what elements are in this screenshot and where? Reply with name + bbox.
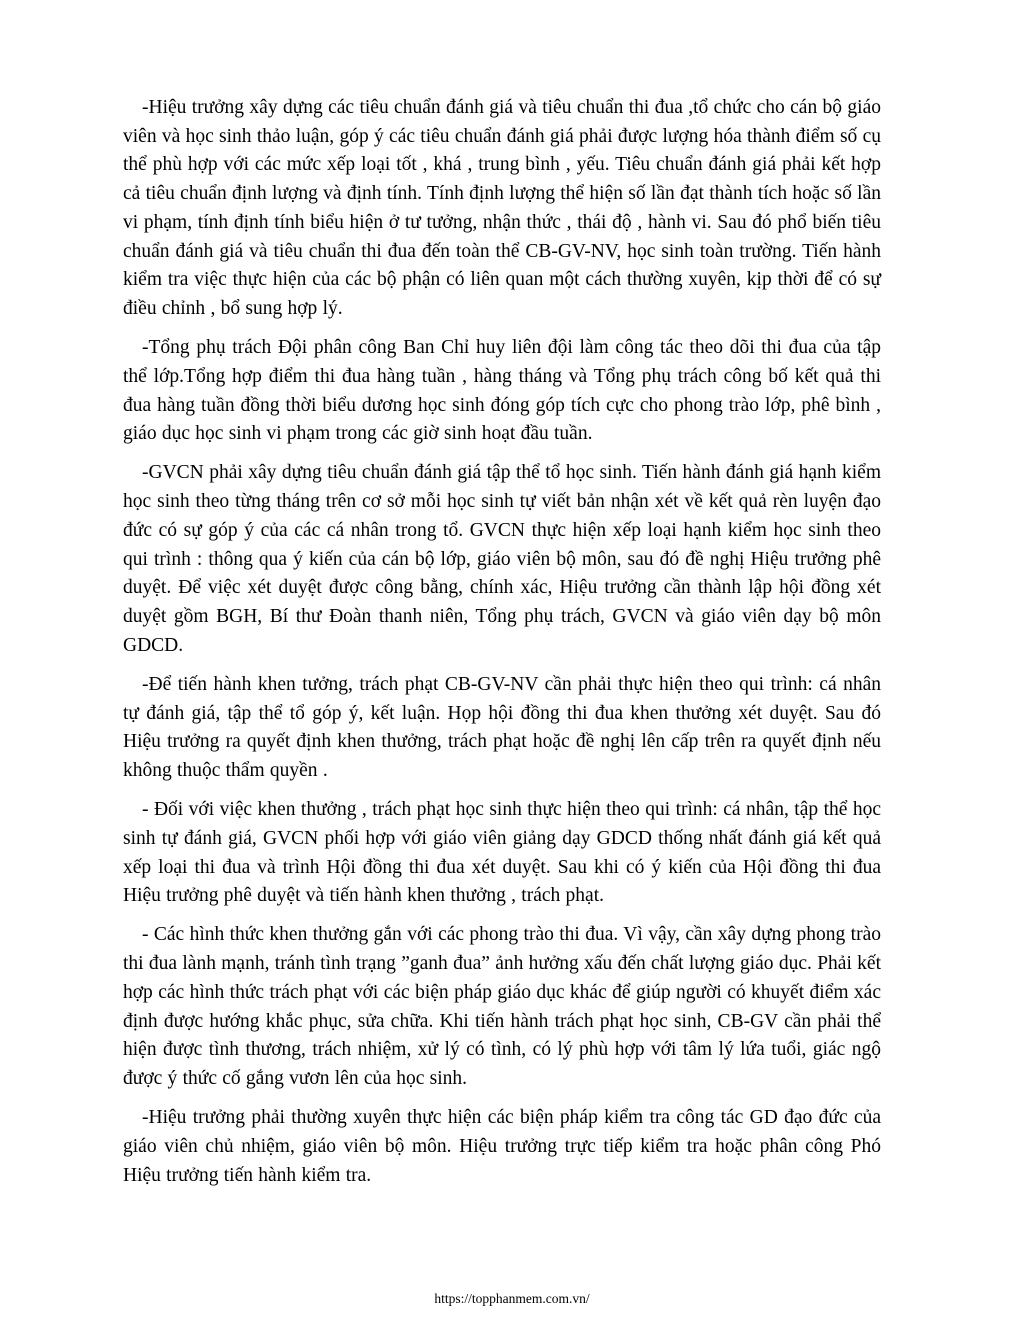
footer-url: https://topphanmem.com.vn/: [434, 1291, 590, 1306]
paragraph-5: - Đối với việc khen thưởng , trách phạt học sinh thực hiện theo qui trình: cá nhân, tập thể học sinh tự đánh giá, GVCN phối hợp với giáo viên giảng dạy GDCD thống nhất đánh giá kết quả xếp loại thi đua và trình Hội đồng thi đua xét duyệt. Sau khi có ý kiến của Hội đồng thi đua Hiệu trưởng phê duyệt và tiến hành khen thưởng , trách phạt.: [123, 799, 881, 907]
document-body: [123, 94, 881, 1201]
paragraph-6: - Các hình thức khen thưởng gắn với các phong trào thi đua. Vì vậy, cần xây dựng phong trào thi đua lành mạnh, tránh tình trạng ”ganh đua” ảnh hưởng xấu đến chất lượng giáo dục. Phải kết hợp các hình thức trách phạt với các biện pháp giáo dục khác để giúp người có khuyết điểm xác định được hướng khắc phục, sửa chữa. Khi tiến hành trách phạt học sinh, CB-GV cần phải thể hiện được tình thương, trách nhiệm, xử lý có tình, có lý phù hợp với tâm lý lứa tuổi, giác ngộ được ý thức cố gắng vươn lên của học sinh.: [123, 924, 881, 1089]
paragraph-7: -Hiệu trưởng phải thường xuyên thực hiện các biện pháp kiểm tra công tác GD đạo đức của giáo viên chủ nhiệm, giáo viên bộ môn. Hiệu trưởng trực tiếp kiểm tra hoặc phân công Phó Hiệu trưởng tiến hành kiểm tra.: [123, 1107, 881, 1186]
paragraph-1: -Hiệu trưởng xây dựng các tiêu chuẩn đánh giá và tiêu chuẩn thi đua ,tổ chức cho cán bộ giáo viên và học sinh thảo luận, góp ý các tiêu chuẩn đánh giá phải được lượng hóa thành điểm số cụ thể phù hợp với các mức xếp loại tốt , khá , trung bình , yếu. Tiêu chuẩn đánh giá phải kết hợp cả tiêu chuẩn định lượng và định tính. Tính định lượng thể hiện số lần đạt thành tích hoặc số lần vi phạm, tính định tính biểu hiện ở tư tưởng, nhận thức , thái độ , hành vi. Sau đó phổ biến tiêu chuẩn đánh giá và tiêu chuẩn thi đua đến toàn thể CB-GV-NV, học sinh toàn trường. Tiến hành kiểm tra việc thực hiện của các bộ phận có liên quan một cách thường xuyên, kịp thời để có sự điều chỉnh , bổ sung hợp lý.: [123, 97, 881, 319]
paragraph-2: -Tổng phụ trách Đội phân công Ban Chỉ huy liên đội làm công tác theo dõi thi đua của tập thể lớp.Tổng hợp điểm thi đua hàng tuần , hàng tháng và Tổng phụ trách công bố kết quả thi đua hàng tuần đồng thời biểu dương học sinh đóng góp tích cực cho phong trào lớp, phê bình , giáo dục học sinh vi phạm trong các giờ sinh hoạt đầu tuần.: [123, 337, 881, 445]
paragraph-3: -GVCN phải xây dựng tiêu chuẩn đánh giá tập thể tổ học sinh. Tiến hành đánh giá hạnh kiểm học sinh theo từng tháng trên cơ sở mỗi học sinh tự viết bản nhận xét về kết quả rèn luyện đạo đức có sự góp ý của các cá nhân trong tổ. GVCN thực hiện xếp loại hạnh kiểm học sinh theo qui trình : thông qua ý kiến của cán bộ lớp, giáo viên bộ môn, sau đó đề nghị Hiệu trưởng phê duyệt. Để việc xét duyệt được công bằng, chính xác, Hiệu trưởng cần thành lập hội đồng xét duyệt gồm BGH, Bí thư Đoàn thanh niên, Tổng phụ trách, GVCN và giáo viên dạy bộ môn GDCD.: [123, 462, 881, 656]
paragraph-4: -Để tiến hành khen tưởng, trách phạt CB-GV-NV cần phải thực hiện theo qui trình: cá nhân tự đánh giá, tập thể tổ góp ý, kết luận. Họp hội đồng thi đua khen thưởng xét duyệt. Sau đó Hiệu trưởng ra quyết định khen thưởng, trách phạt hoặc đề nghị lên cấp trên ra quyết định nếu không thuộc thẩm quyền .: [123, 673, 881, 781]
